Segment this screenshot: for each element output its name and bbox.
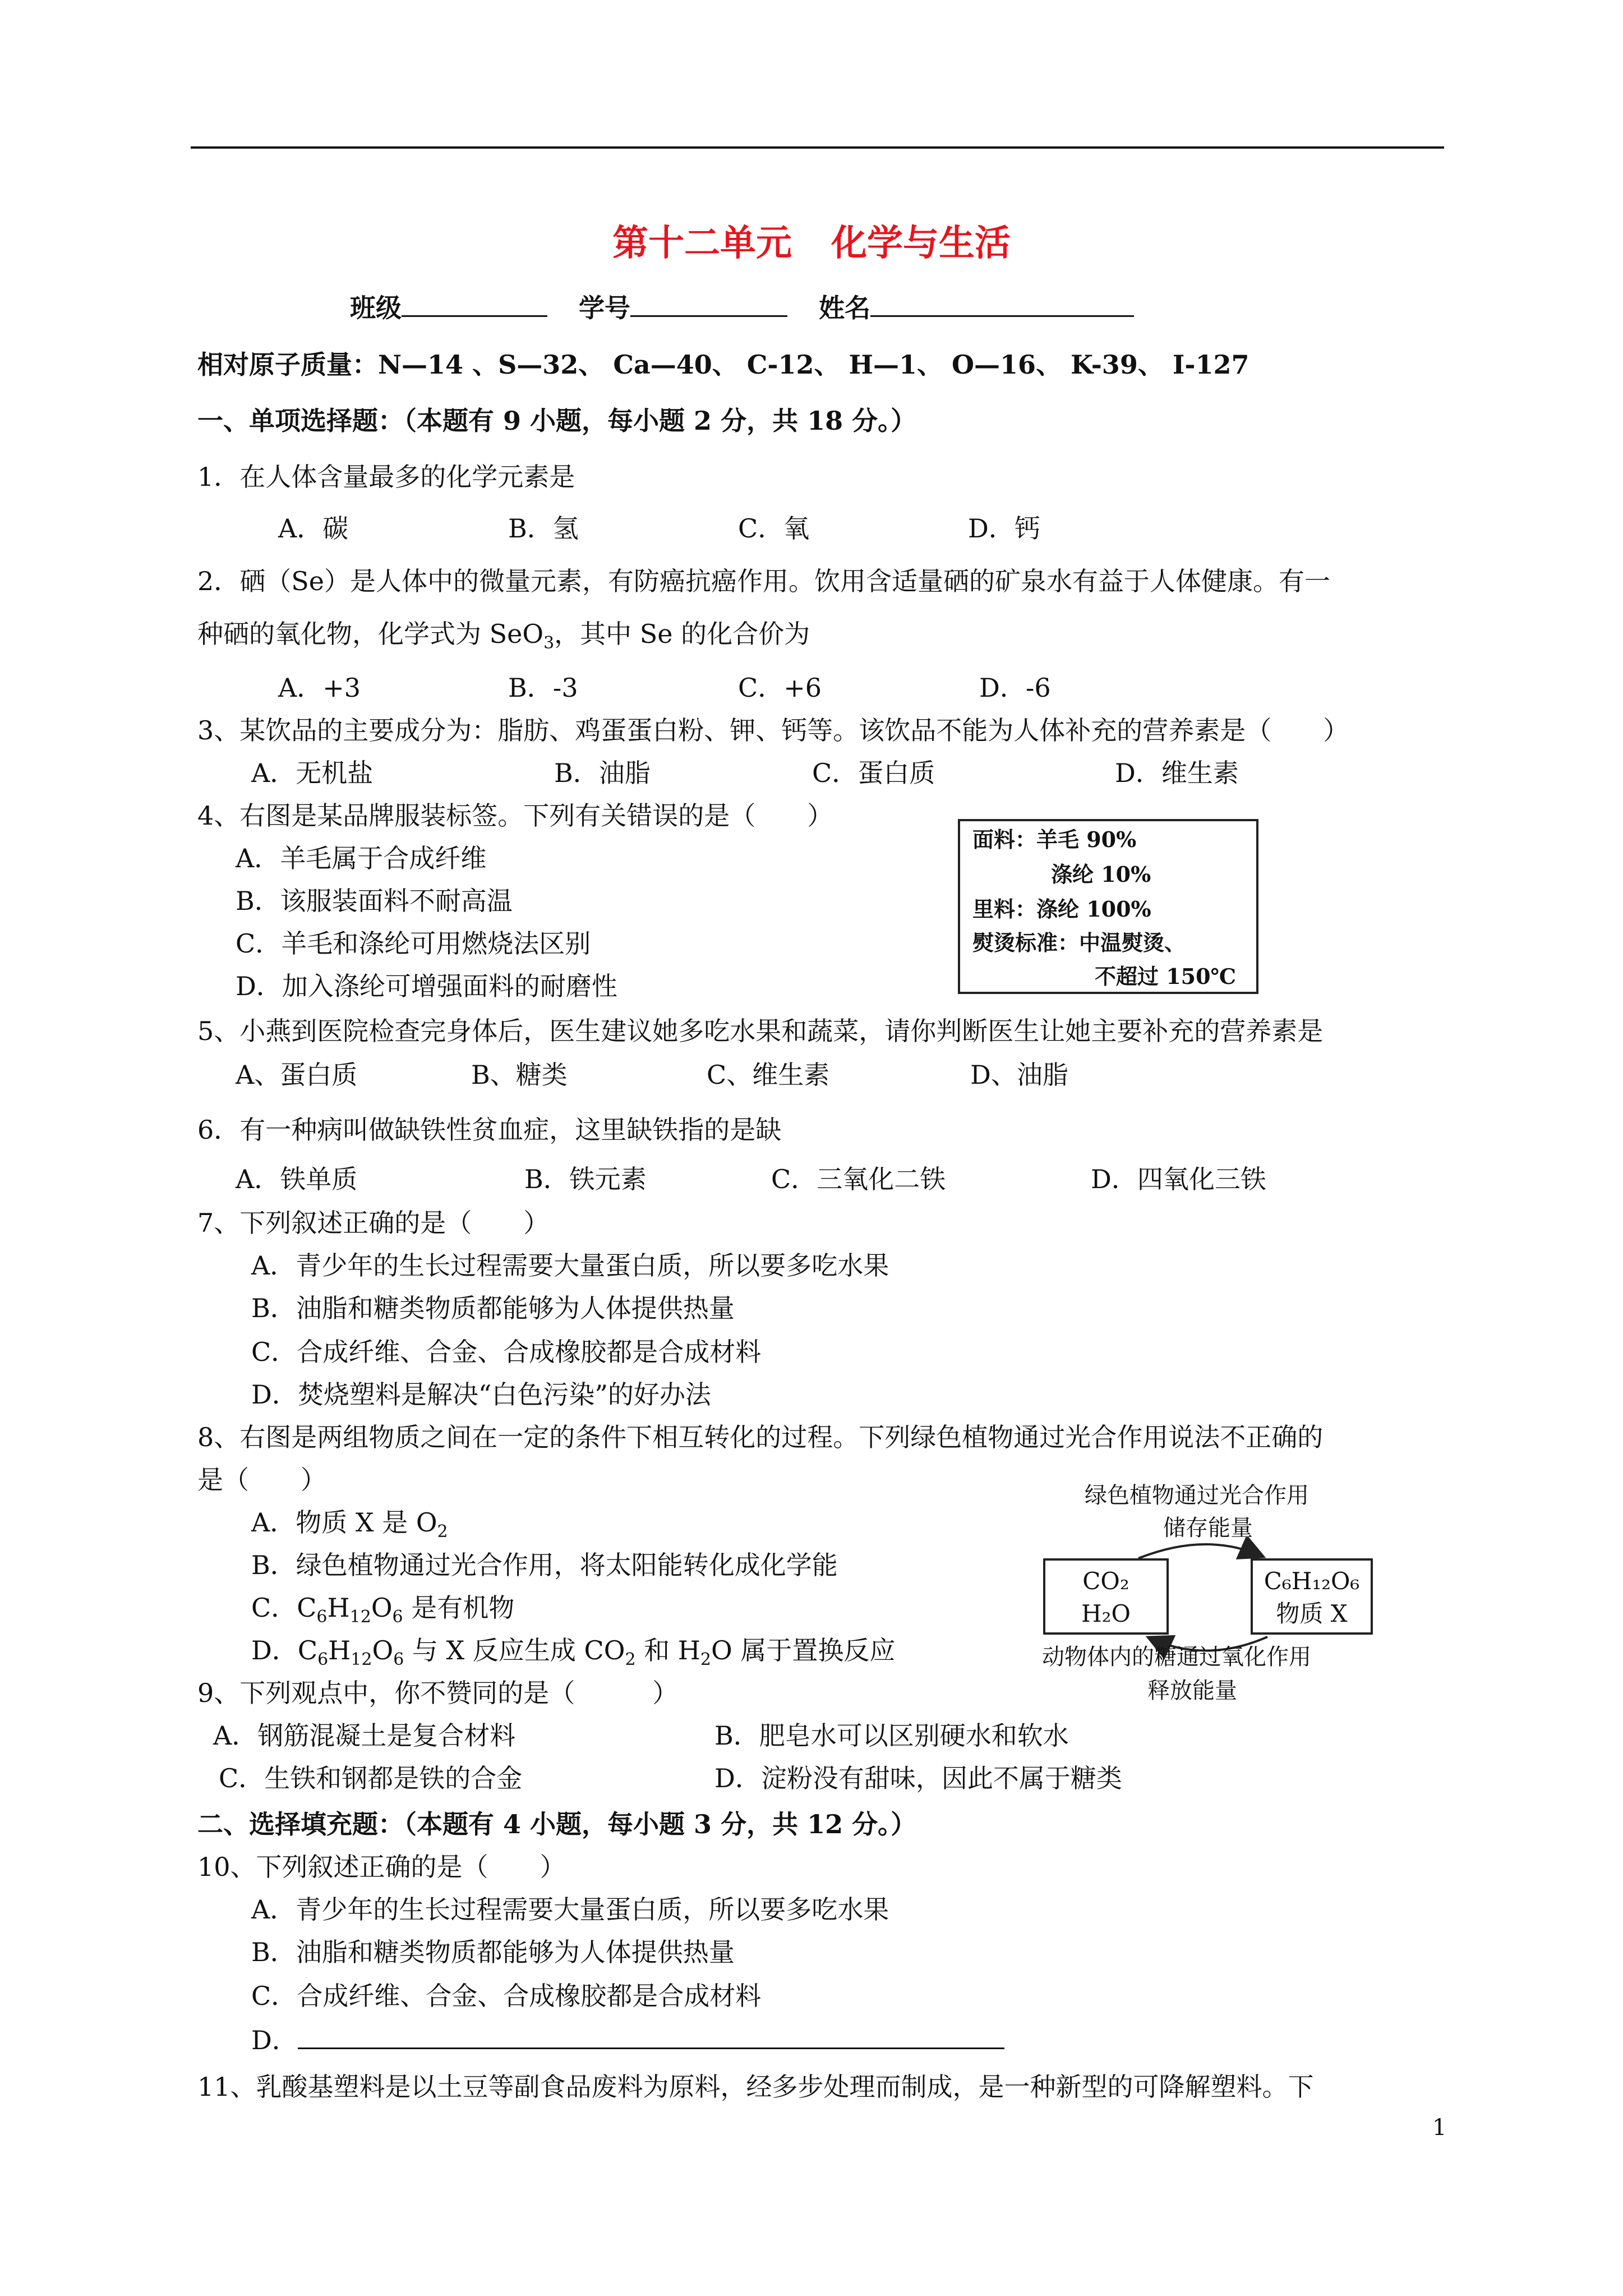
option[interactable]: D．加入涤纶可增强面料的耐磨性: [236, 971, 617, 1001]
question-3: 3、某饮品的主要成分为：脂肪、鸡蛋蛋白粉、钾、钙等。该饮品不能为人体补充的营养素是（ ）: [197, 715, 1349, 746]
question-7: 7、下列叙述正确的是（ ）: [197, 1208, 550, 1238]
option[interactable]: B．-3: [508, 673, 578, 703]
option[interactable]: A、蛋白质: [236, 1060, 358, 1090]
option[interactable]: C．合成纤维、合金、合成橡胶都是合成材料: [251, 1981, 762, 2011]
clothing-label-figure: [958, 819, 1258, 994]
arrow-forward: [1138, 1544, 1262, 1558]
question-6: 6．有一种病叫做缺铁性贫血症，这里缺铁指的是缺: [197, 1115, 782, 1145]
answer-blank[interactable]: [298, 2022, 1004, 2049]
option[interactable]: C、维生素: [707, 1060, 830, 1090]
option[interactable]: A．羊毛属于合成纤维: [236, 843, 487, 873]
option[interactable]: B．油脂和糖类物质都能够为人体提供热量: [251, 1937, 735, 1967]
diagram-bottom-label: 释放能量: [1147, 1678, 1237, 1703]
option[interactable]: B．油脂和糖类物质都能够为人体提供热量: [251, 1293, 735, 1323]
option[interactable]: C．$C_6H_{12}O_6$ 是有机物: [251, 1593, 515, 1627]
option[interactable]: C．氧: [738, 513, 810, 544]
option[interactable]: B、糖类: [471, 1060, 568, 1090]
option[interactable]: C．三氧化二铁: [771, 1164, 946, 1194]
option[interactable]: A．青少年的生长过程需要大量蛋白质，所以要多吃水果: [251, 1894, 889, 1925]
option[interactable]: B．铁元素: [524, 1164, 647, 1194]
question-3-options: [251, 756, 1239, 790]
option[interactable]: B．氢: [508, 513, 579, 544]
student-id-blank[interactable]: [630, 289, 787, 317]
label-line: 涤纶 10%: [1051, 862, 1151, 887]
question-6-options: [236, 1162, 1266, 1196]
diagram-top-label: 绿色植物通过光合作用: [1085, 1483, 1309, 1508]
option[interactable]: A．铁单质: [236, 1164, 358, 1194]
label-line: 熨烫标准：中温熨烫、: [972, 930, 1186, 955]
option[interactable]: A．青少年的生长过程需要大量蛋白质，所以要多吃水果: [251, 1250, 889, 1281]
page-title: 第十二单元 化学与生活: [612, 222, 1011, 264]
option[interactable]: B．油脂: [554, 758, 651, 788]
option[interactable]: A．+3: [278, 673, 361, 703]
header-rule: [191, 146, 1444, 149]
diagram-top-label: 储存能量: [1163, 1516, 1253, 1540]
option[interactable]: B．肥皂水可以区别硬水和软水: [714, 1720, 1069, 1751]
question-8-line-2: 是（ ）: [197, 1465, 326, 1495]
reactants-box: CO₂ H₂O: [1043, 1558, 1169, 1635]
student-info-line: 班级 学号 姓名: [350, 289, 1134, 325]
question-4: 4、右图是某品牌服装标签。下列有关错误的是（ ）: [197, 800, 833, 831]
option[interactable]: D．四氧化三铁: [1091, 1164, 1266, 1194]
question-1: 1．在人体含量最多的化学元素是: [197, 462, 575, 492]
option[interactable]: A．物质 X 是 $O_2$: [251, 1507, 448, 1542]
diagram-bottom-label: 动物体内的糖通过氧化作用: [1042, 1645, 1311, 1669]
section-1-heading: 一、单项选择题：（本题有 9 小题，每小题 2 分，共 18 分。）: [197, 406, 917, 436]
question-2-options: [278, 671, 1051, 705]
question-2-line-2: 种硒的氧化物，化学式为 SeO$_3$，其中 Se 的化合价为: [197, 619, 810, 654]
label-line: 里料：涤纶 100%: [972, 896, 1151, 922]
option[interactable]: A．碳: [278, 513, 349, 544]
question-10: 10、下列叙述正确的是（ ）: [197, 1852, 566, 1882]
name-blank[interactable]: [870, 289, 1134, 317]
option[interactable]: A．无机盐: [251, 758, 374, 788]
class-blank[interactable]: [402, 289, 547, 317]
option[interactable]: D．焚烧塑料是解决“白色污染”的好办法: [251, 1379, 711, 1410]
option[interactable]: A．钢筋混凝土是复合材料: [213, 1720, 516, 1751]
option[interactable]: C．蛋白质: [812, 758, 935, 788]
atomic-mass-note: 相对原子质量：N—14 、S—32、 Ca—40、 C-12、 H—1、 O—16、 K-39、 I-127: [197, 349, 1249, 380]
option[interactable]: D．-6: [979, 673, 1051, 703]
option[interactable]: C．+6: [738, 673, 822, 703]
option[interactable]: D．淀粉没有甜味，因此不属于糖类: [714, 1763, 1122, 1793]
question-9: 9、下列观点中，你不赞同的是（ ）: [197, 1678, 679, 1708]
question-5: 5、小燕到医院检查完身体后，医生建议她多吃水果和蔬菜，请你判断医生让她主要补充的营养素是: [197, 1016, 1324, 1046]
question-5-options: [236, 1058, 1068, 1092]
option[interactable]: D．钙: [968, 513, 1040, 544]
option[interactable]: C．羊毛和涤纶可用燃烧法区别: [236, 928, 591, 959]
label-line: 不超过 150℃: [1095, 964, 1237, 989]
option[interactable]: B．绿色植物通过光合作用，将太阳能转化成化学能: [251, 1550, 838, 1580]
option[interactable]: B．该服装面料不耐高温: [236, 886, 513, 916]
question-1-options: [278, 512, 1040, 545]
option[interactable]: C．合成纤维、合金、合成橡胶都是合成材料: [251, 1337, 762, 1367]
option[interactable]: D．维生素: [1115, 758, 1239, 788]
photosynthesis-cycle-diagram: [1038, 1470, 1374, 1705]
option[interactable]: D．: [251, 2022, 1004, 2057]
products-box: C₆H₁₂O₆ 物质 X: [1251, 1558, 1373, 1635]
question-8-line-1: 8、右图是两组物质之间在一定的条件下相互转化的过程。下列绿色植物通过光合作用说法不正确的: [197, 1422, 1324, 1452]
question-11: 11、乳酸基塑料是以土豆等副食品废料为原料，经多步处理而制成，是一种新型的可降解塑料。下: [197, 2072, 1314, 2102]
section-2-heading: 二、选择填充题：（本题有 4 小题，每小题 3 分，共 12 分。）: [197, 1809, 917, 1839]
page-number: 1: [1432, 2115, 1447, 2141]
label-line: 面料：羊毛 90%: [972, 827, 1137, 852]
option[interactable]: D、油脂: [970, 1060, 1068, 1090]
question-2-line-1: 2．硒（Se）是人体中的微量元素，有防癌抗癌作用。饮用含适量硒的矿泉水有益于人体健康。有一: [197, 566, 1331, 596]
option[interactable]: D．$C_6H_{12}O_6$ 与 X 反应生成 $CO_2$ 和 $H_2O$ 属于置换反应: [251, 1635, 896, 1670]
option[interactable]: C．生铁和钢都是铁的合金: [219, 1763, 523, 1793]
